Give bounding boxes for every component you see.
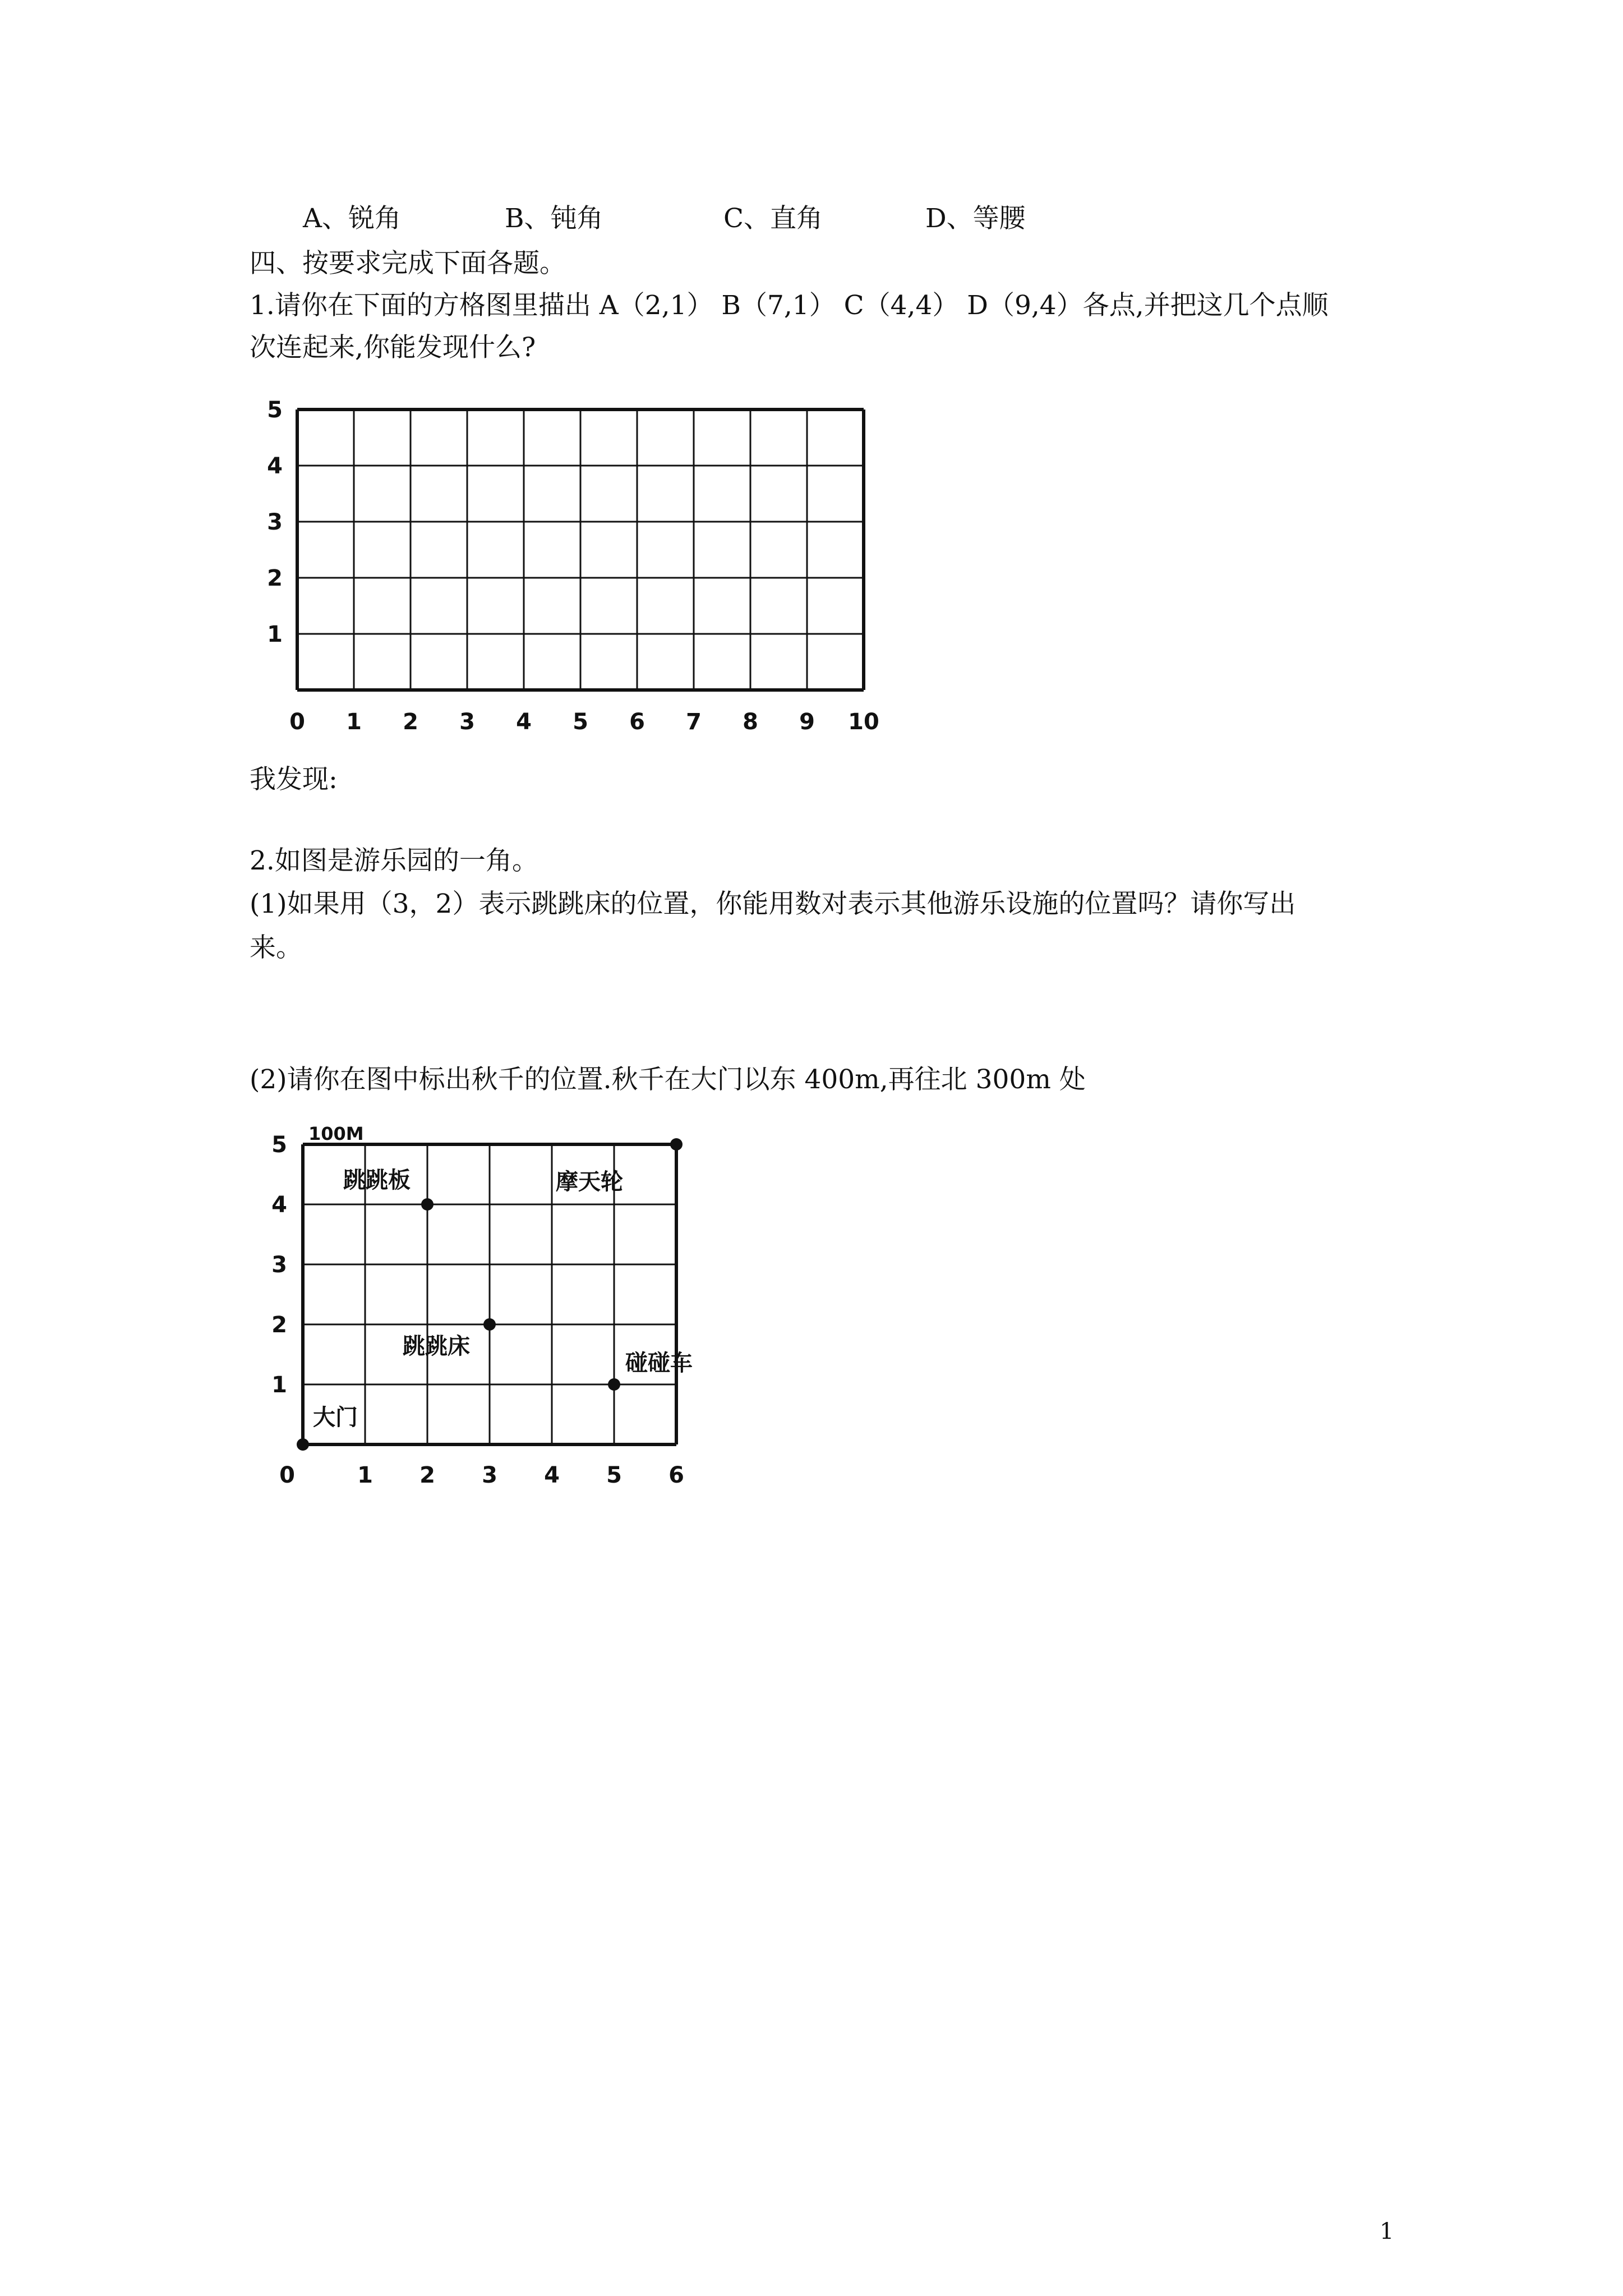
x-tick-label: 3 xyxy=(459,709,475,735)
q1-text-line2: 次连起来,你能发现什么? xyxy=(250,332,536,363)
park-map xyxy=(258,1116,707,1509)
map-x-tick: 4 xyxy=(544,1462,560,1488)
q1-text-line1: 1.请你在下面的方格图里描出 A（2,1） B（7,1） C（4,4） D（9,4）各点,并把这几个点顺 xyxy=(250,290,1329,321)
landmark-dot xyxy=(297,1438,309,1451)
x-tick-label: 7 xyxy=(686,709,702,735)
map-x-tick: 2 xyxy=(419,1462,435,1488)
landmark-dot xyxy=(421,1198,434,1211)
y-tick-label: 2 xyxy=(267,565,283,591)
map-y-tick: 4 xyxy=(271,1192,287,1218)
finding-label: 我发现: xyxy=(250,764,338,795)
y-tick-label: 4 xyxy=(267,453,283,479)
q2-title: 2.如图是游乐园的一角。 xyxy=(250,845,538,876)
option-c: C、直角 xyxy=(723,203,823,234)
landmark-dot xyxy=(483,1318,496,1331)
landmark-dot xyxy=(608,1378,620,1391)
x-tick-label: 1 xyxy=(346,709,362,735)
map-x-tick: 3 xyxy=(482,1462,497,1488)
landmark-label: 摩天轮 xyxy=(556,1169,623,1195)
landmark-dot xyxy=(670,1138,683,1151)
q2-part1-line2: 来。 xyxy=(250,932,302,963)
x-tick-label: 5 xyxy=(573,709,588,735)
q2-part1-line1: (1)如果用（3，2）表示跳跳床的位置，你能用数对表示其他游乐设施的位置吗？请你写出 xyxy=(250,889,1296,919)
x-tick-label: 8 xyxy=(743,709,758,735)
map-x-tick: 0 xyxy=(279,1462,295,1488)
y-tick-label: 1 xyxy=(267,622,283,647)
option-a: A、锐角 xyxy=(303,203,401,234)
x-tick-label: 6 xyxy=(629,709,645,735)
x-tick-label: 4 xyxy=(516,709,532,735)
map-y-tick: 3 xyxy=(271,1252,287,1278)
landmark-label: 碰碰车 xyxy=(625,1350,693,1376)
x-tick-label: 10 xyxy=(848,709,879,735)
landmark-label: 跳跳板 xyxy=(343,1167,411,1193)
map-y-tick: 1 xyxy=(271,1372,287,1398)
q1-grid xyxy=(247,393,897,740)
map-x-tick: 5 xyxy=(606,1462,622,1488)
landmark-label: 跳跳床 xyxy=(403,1333,470,1359)
y-tick-label: 3 xyxy=(267,509,283,535)
map-y-tick: 2 xyxy=(271,1312,287,1338)
map-y-tick: 5 xyxy=(271,1132,287,1158)
option-d: D、等腰 xyxy=(925,203,1026,234)
page-number: 1 xyxy=(1380,2219,1394,2244)
map-x-tick: 6 xyxy=(668,1462,684,1488)
x-tick-label: 9 xyxy=(799,709,815,735)
landmark-label: 大门 xyxy=(313,1405,358,1430)
q2-part2: (2)请你在图中标出秋千的位置.秋千在大门以东 400m,再往北 300m 处 xyxy=(250,1064,1086,1095)
map-x-tick: 1 xyxy=(357,1462,373,1488)
section-title: 四、按要求完成下面各题。 xyxy=(250,248,566,279)
option-b: B、钝角 xyxy=(505,203,603,234)
scale-label: 100M xyxy=(308,1123,364,1144)
y-tick-label: 5 xyxy=(267,397,283,423)
x-tick-label: 2 xyxy=(403,709,418,735)
x-tick-label: 0 xyxy=(289,709,305,735)
